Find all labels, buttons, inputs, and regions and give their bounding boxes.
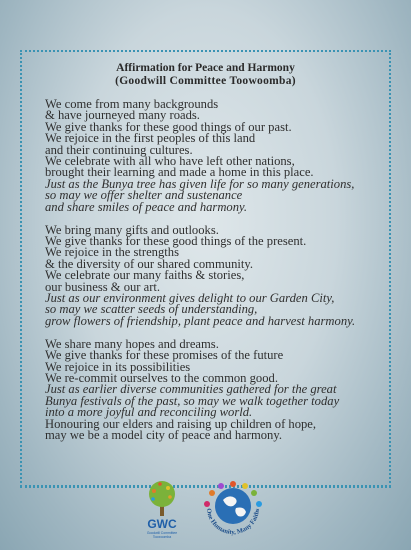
affirmation-line: We come from many backgrounds bbox=[45, 97, 219, 111]
affirmation-line: our business & our art. bbox=[45, 279, 161, 294]
gwc-logo-text: GWC bbox=[147, 517, 177, 531]
affirmation-line: We give thanks for these promises of the future bbox=[45, 348, 284, 363]
affirmation-line: We celebrate our many faiths & stories, bbox=[45, 268, 245, 283]
document-subtitle: (Goodwill Committee Toowoomba) bbox=[115, 75, 296, 87]
affirmation-line: We re-commit ourselves to the common good. bbox=[45, 370, 278, 385]
one-humanity-logo bbox=[193, 478, 273, 542]
affirmation-line: and share smiles of peace and harmony. bbox=[45, 199, 248, 214]
affirmation-line: We give thanks for these good things of our past. bbox=[45, 119, 292, 134]
document-title: Affirmation for Peace and Harmony bbox=[116, 62, 295, 74]
affirmation-line: Bunya festivals of the past, so may we walk together today bbox=[45, 393, 340, 408]
globe-logo-text: One Humanity, Many Faiths bbox=[204, 508, 262, 537]
affirmation-line: We rejoice in the strengths bbox=[45, 245, 179, 260]
gwc-logo-subtext-2: Toowoomba bbox=[152, 535, 172, 539]
affirmation-line: We celebrate with all who have left other nations, bbox=[45, 154, 295, 169]
affirmation-line: We bring many gifts and outlooks. bbox=[45, 222, 219, 237]
affirmation-line: & have journeyed many roads. bbox=[45, 108, 200, 123]
affirmation-line: Honouring our elders and raising up children of hope, bbox=[45, 416, 317, 431]
affirmation-line: into a more joyful and reconciling world. bbox=[45, 405, 253, 420]
gwc-logo bbox=[140, 478, 184, 542]
gwc-logo-subtext-1: Goodwill Committee bbox=[146, 531, 178, 535]
affirmation-line: so may we offer shelter and sustenance bbox=[45, 188, 243, 203]
affirmation-text bbox=[45, 99, 390, 441]
affirmation-line: brought their learning and made a home in this place. bbox=[45, 165, 314, 180]
affirmation-line: Just as earlier diverse communities gathered for the great bbox=[45, 382, 337, 397]
affirmation-line: We share many hopes and dreams. bbox=[45, 336, 219, 351]
affirmation-line: and their continuing cultures. bbox=[45, 142, 193, 157]
affirmation-line: We give thanks for these good things of the present. bbox=[45, 233, 307, 248]
affirmation-line: & the diversity of our shared community. bbox=[45, 256, 253, 271]
affirmation-line: may we be a model city of peace and harmony. bbox=[45, 427, 282, 442]
affirmation-line: We rejoice in the first peoples of this land bbox=[45, 131, 256, 146]
affirmation-line: We rejoice in its possibilities bbox=[45, 359, 191, 374]
affirmation-line: grow flowers of friendship, plant peace and harvest harmony. bbox=[45, 313, 356, 328]
affirmation-line: Just as the Bunya tree has given life for so many generations, bbox=[45, 176, 355, 191]
tree-canopy-icon bbox=[149, 481, 175, 507]
affirmation-line: so may we scatter seeds of understanding, bbox=[45, 302, 258, 317]
affirmation-line: Just as our environment gives delight to our Garden City, bbox=[45, 291, 335, 305]
